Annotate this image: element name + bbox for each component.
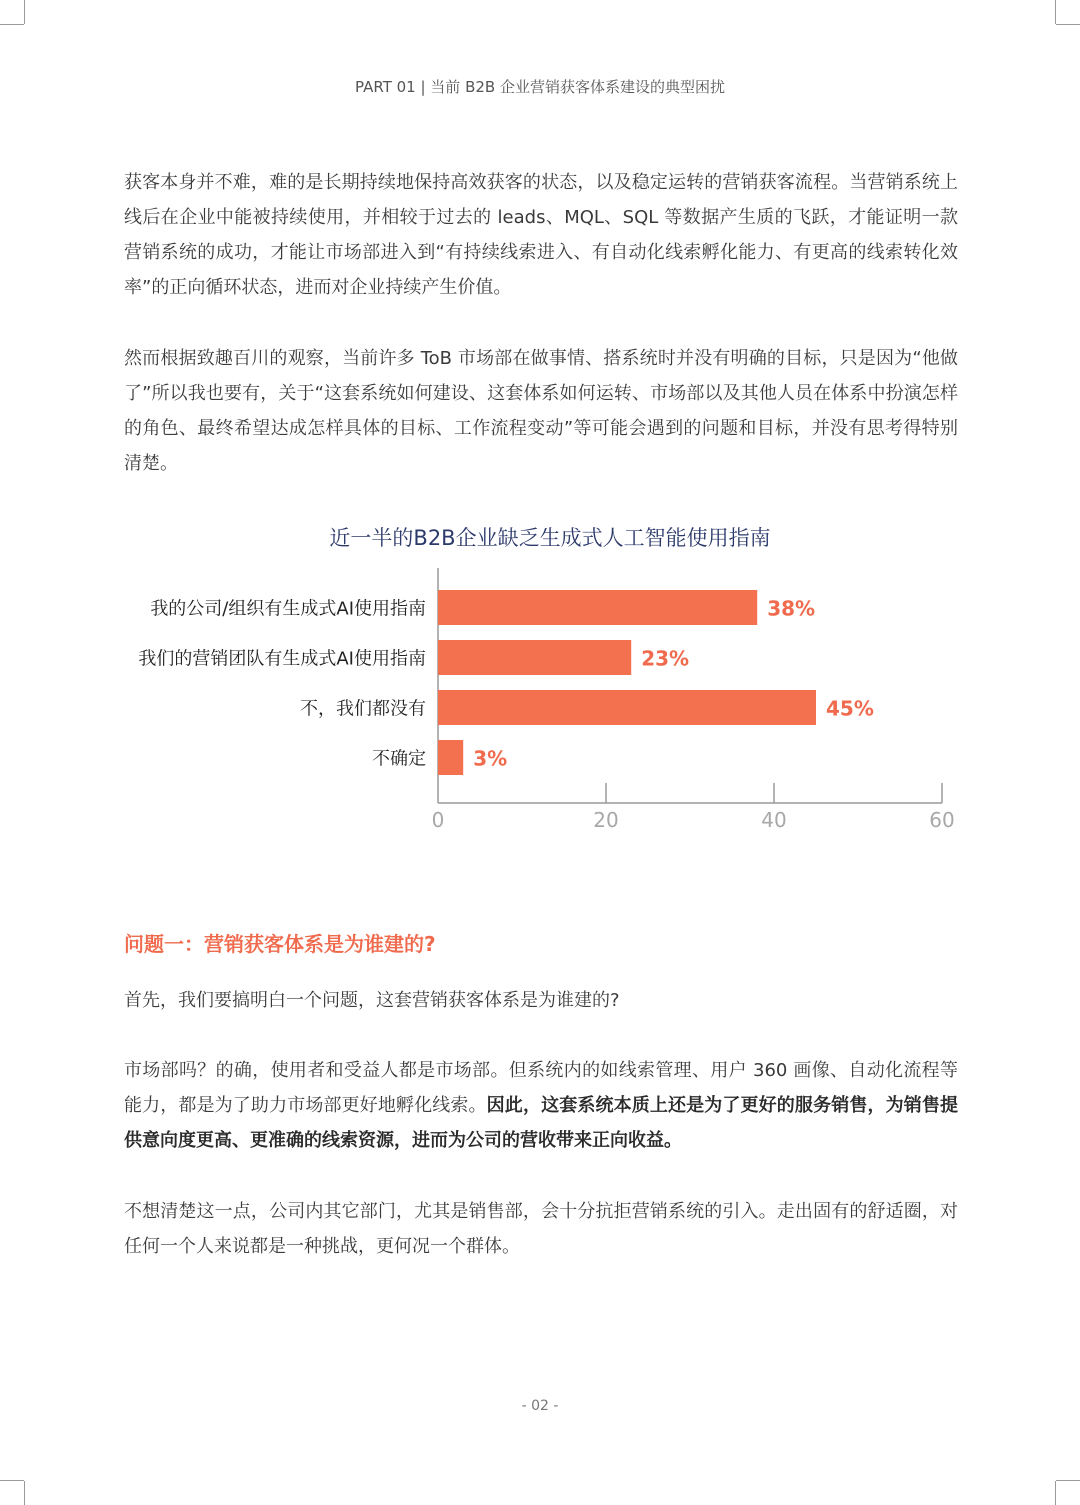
- crop-mark-bottom-right-h: [1056, 1480, 1080, 1481]
- data-label: 3%: [473, 746, 508, 771]
- bar-3: [438, 740, 463, 775]
- category-label: 不，我们都没有: [300, 698, 426, 720]
- crop-mark-top-right-h: [1056, 24, 1080, 25]
- crop-mark-bottom-right-v: [1055, 1481, 1056, 1505]
- bar-1: [438, 640, 631, 675]
- x-tick-label: 40: [761, 808, 787, 832]
- intro-paragraph-2: 然而根据致趣百川的观察，当前许多 ToB 市场部在做事情、搭系统时并没有明确的目标，只是因为“他做了”所以我也要有，关于“这套系统如何建设、这套体系如何运转、市场部以及其他人员在体系中扮演怎样的角色、最终希望达成怎样具体的目标、工作流程变动”等可能会遇到的问题和目标，并没有思考得特别清楚。: [124, 348, 958, 474]
- x-tick-label: 60: [929, 808, 955, 832]
- chart-title: 近一半的B2B企业缺乏生成式人工智能使用指南: [329, 526, 771, 550]
- category-label: 我们的营销团队有生成式AI使用指南: [138, 648, 426, 670]
- intro-paragraph-1: 获客本身并不难，难的是长期持续地保持高效获客的状态，以及稳定运转的营销获客流程。当营销系统上线后在企业中能被持续使用，并相较于过去的 leads、MQL、SQL 等数据产生质的飞跃，才能证明一款营销系统的成功，才能让市场部进入到“有持续线索进入、有自动化线索孵化能力、有更高的线索转化效率”的正向循环状态，进而对企业持续产生价值。: [124, 172, 958, 298]
- section-title: 问题一：营销获客体系是为谁建的?: [124, 932, 436, 956]
- section-paragraph-1: 首先，我们要搞明白一个问题，这套营销获客体系是为谁建的?: [124, 990, 620, 1011]
- bar-chart: [0, 560, 1080, 850]
- section-paragraph-3: 不想清楚这一点，公司内其它部门，尤其是销售部，会十分抗拒营销系统的引入。走出固有的舒适圈，对任何一个人来说都是一种挑战，更何况一个群体。: [124, 1201, 958, 1257]
- x-tick-label: 0: [431, 808, 445, 832]
- crop-mark-bottom-left-h: [0, 1480, 24, 1481]
- crop-mark-top-left-h: [0, 24, 24, 25]
- category-label: 我的公司/组织有生成式AI使用指南: [150, 598, 426, 620]
- data-label: 38%: [767, 596, 816, 621]
- bar-0: [438, 590, 757, 625]
- data-label: 23%: [641, 646, 690, 671]
- page-header: PART 01 | 当前 B2B 企业营销获客体系建设的典型困扰: [355, 78, 725, 96]
- data-label: 45%: [826, 696, 874, 721]
- section-paragraph-2-text: 市场部吗？的确，使用者和受益人都是市场部。但系统内的如线索管理、用户 360 画像、自动化流程等能力，都是为了助力市场部更好地孵化线索。: [124, 1060, 958, 1116]
- x-tick-label: 20: [593, 808, 619, 832]
- category-label: 不确定: [372, 748, 426, 770]
- bar-2: [438, 690, 816, 725]
- crop-mark-top-left-v: [24, 0, 25, 24]
- crop-mark-top-right-v: [1055, 0, 1056, 24]
- section-paragraph-2: [124, 1053, 958, 1158]
- page-number: - 02 -: [521, 1398, 559, 1414]
- crop-mark-bottom-left-v: [24, 1481, 25, 1505]
- section-paragraph-2-emphasis: 因此，这套系统本质上还是为了更好的服务销售，为销售提供意向度更高、更准确的线索资源，进而为公司的营收带来正向收益。: [124, 1095, 959, 1151]
